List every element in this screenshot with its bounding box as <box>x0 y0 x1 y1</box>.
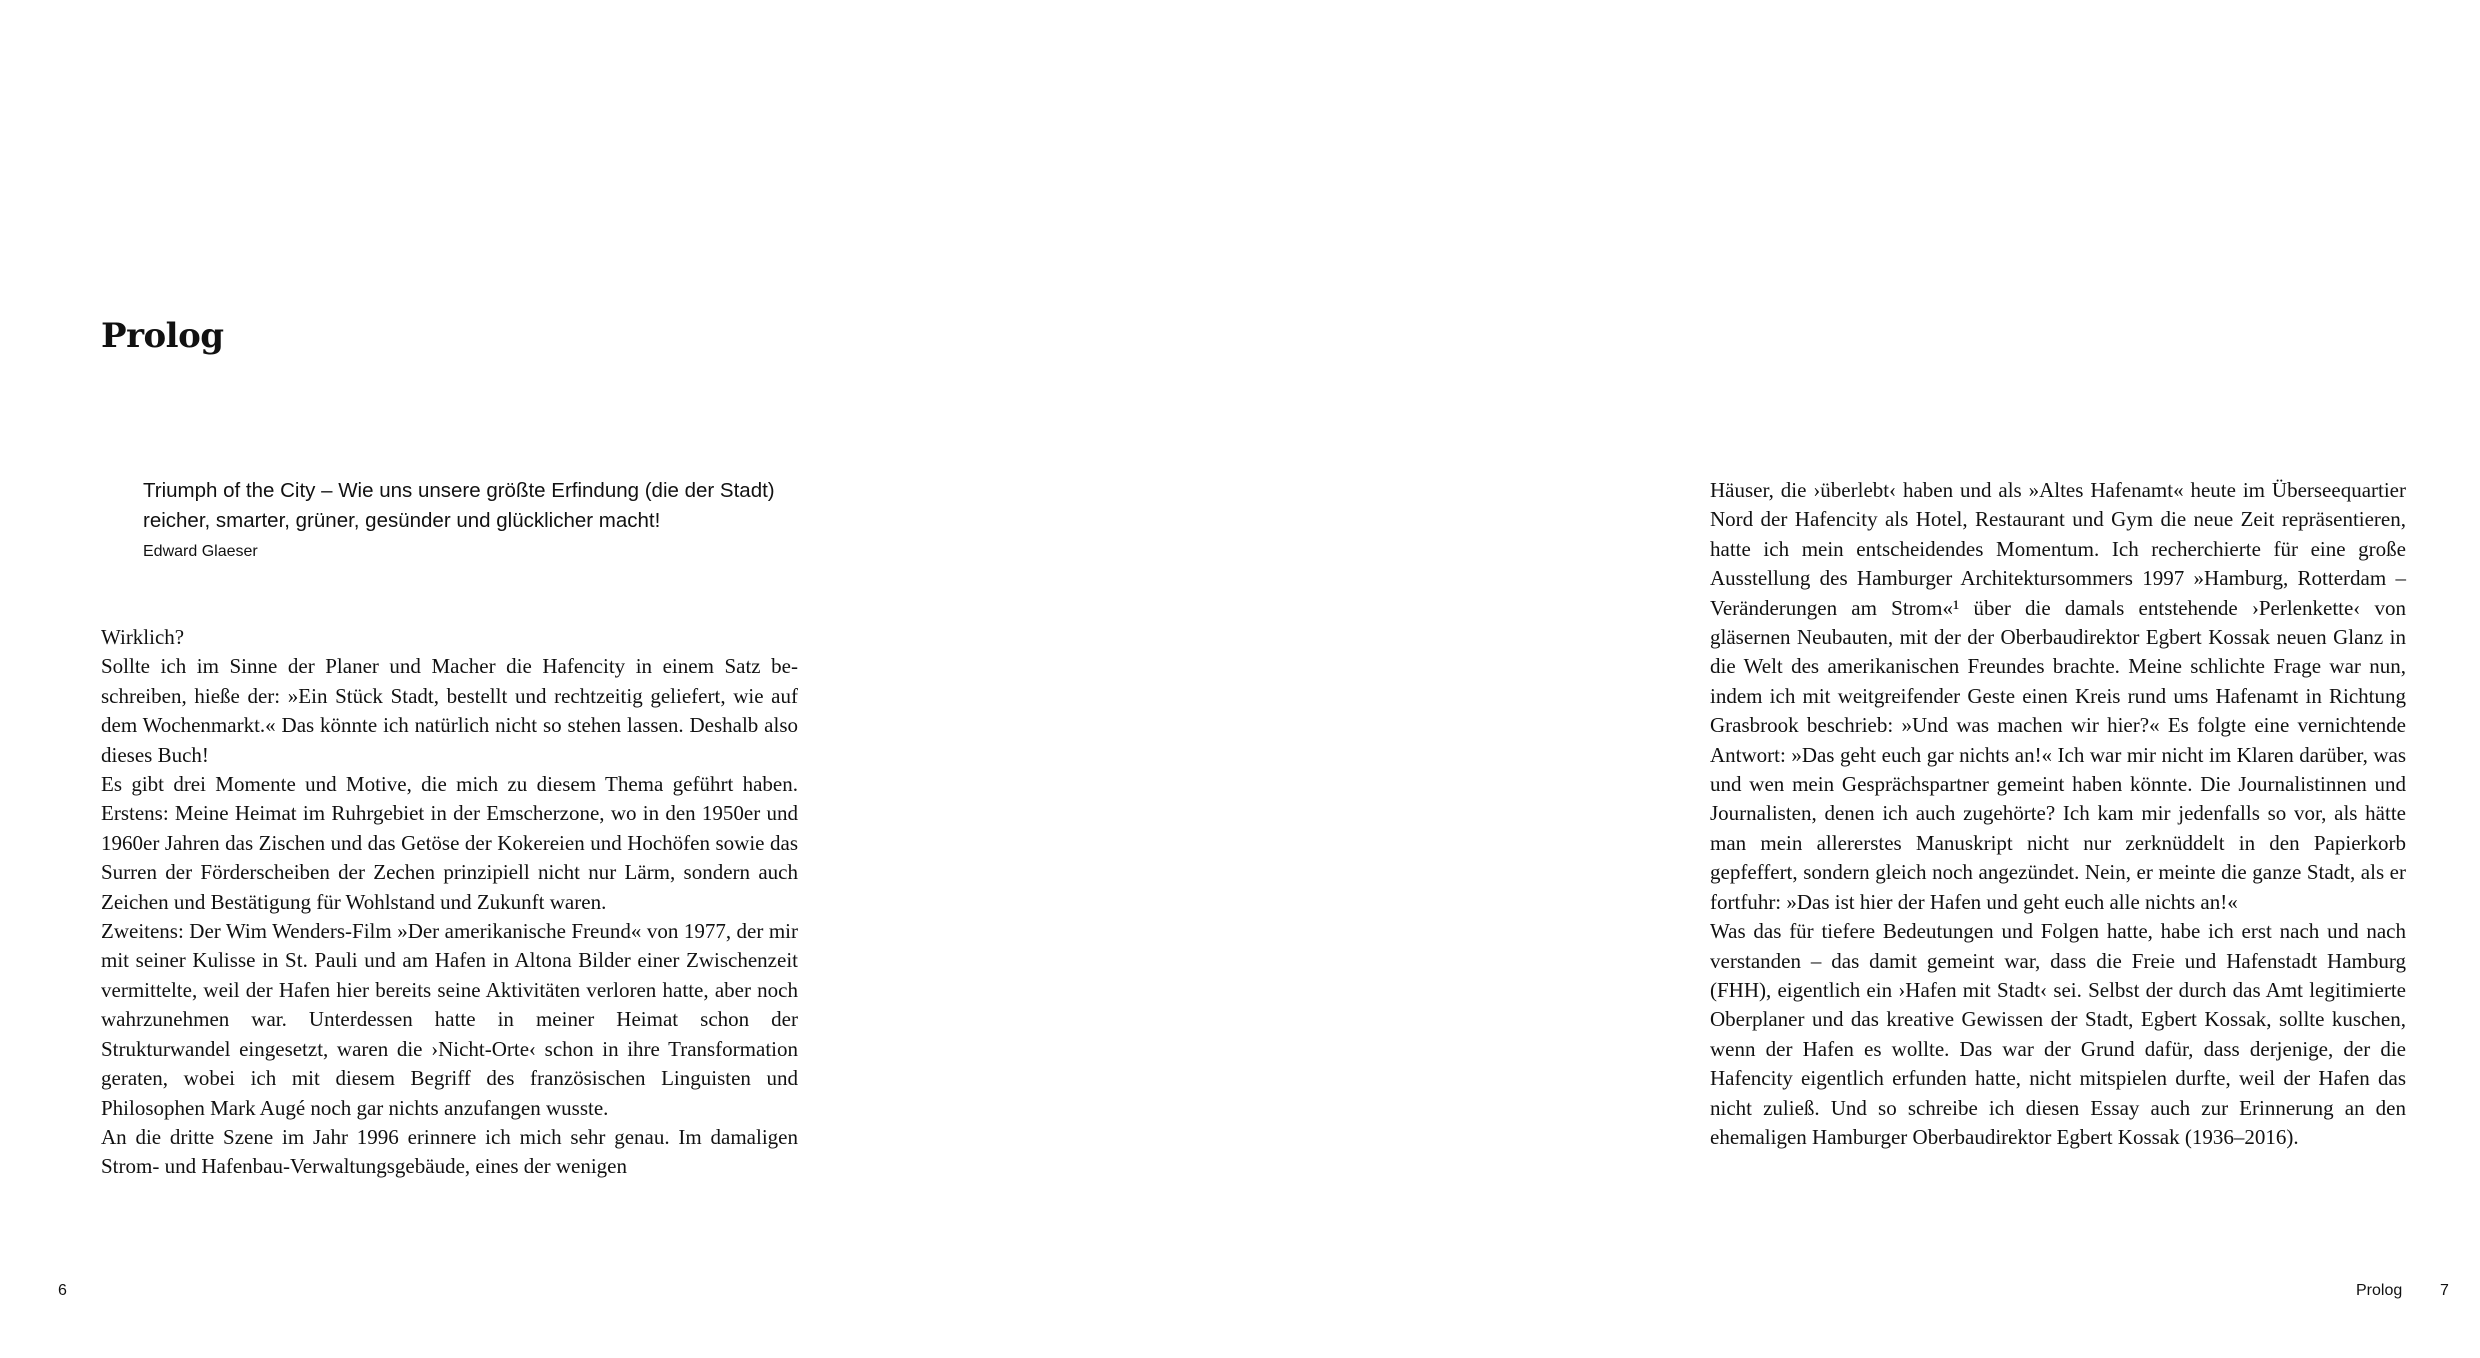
paragraph: Häuser, die ›überlebt‹ haben und als »Altes Hafenamt« heute im Überseequartier Nord der Hafencity als Hotel, Restaurant und Gym die neue Zeit repräsentieren, hatte ich mein entscheidendes Momentum. Ich recherchierte für eine große Ausstellung des Hamburger Architektursommers 1997 »Hamburg, Rotterdam – Veränderungen am Strom«¹ über die damals entstehende ›Perlenkette‹ von gläsernen Neubauten, mit der der Oberbaudirektor Egbert Kossak neuen Glanz in die Welt des amerikanischen Freundes brachte. Meine schlichte Frage war nun, indem ich mit weitgreifender Geste einen Kreis rund ums Hafenamt in Richtung Grasbrook beschrieb: »Und was machen wir hier?« Es folgte eine vernichtende Antwort: »Das geht euch gar nichts an!« Ich war mir nicht im Klaren darüber, was und wen mein Gesprächspartner gemeint haben könnte. Die Journalistinnen und Journalisten, denen ich auch zugehörte? Ich kam mir jedenfalls so vor, als hätte man mein allererstes Manuskript nicht nur zerknüddelt in den Papierkorb gepfeffert, sondern gleich noch angezündet. Nein, er meinte die ganze Stadt, als er fortfuhr: »Das ist hier der Hafen und geht euch alle nichts an!« <box>1710 478 2406 914</box>
epigraph-author: Edward Glaeser <box>143 543 258 560</box>
paragraph: Wirklich? <box>101 625 185 649</box>
epigraph <box>143 476 823 564</box>
right-page <box>1240 0 2480 1358</box>
running-head: Prolog <box>2356 1282 2403 1299</box>
left-body-text <box>101 623 798 1182</box>
chapter-title: Prolog <box>101 316 224 356</box>
paragraph: Zweitens: Der Wim Wenders-Film »Der amerikanische Freund« von 1977, der mir mit seiner Kulisse in St. Pauli und am Hafen in Altona Bilder einer Zwischenzeit vermittelte, weil der Hafen hier bereits seine Aktivitäten verloren hatte, aber noch wahrzunehmen war. Unterdessen hatte in meiner Heimat schon der Strukturwandel eingesetzt, waren die ›Nicht-Orte‹ schon in ihre Transformation geraten, wobei ich mit diesem Begriff des französischen Linguisten und Philosophen Mark Augé noch gar nichts anzufangen wusste. <box>101 919 798 1120</box>
paragraph: Sollte ich im Sinne der Planer und Macher die Hafencity in einem Satz beschreiben, hieße der: »Ein Stück Stadt, bestellt und rechtzeitig geliefert, wie auf dem Wochenmarkt.« Das könnte ich natürlich nicht so stehen lassen. Deshalb also dieses Buch! <box>101 654 798 767</box>
paragraph: Was das für tiefere Bedeutungen und Folgen hatte, habe ich erst nach und nach verstanden – das damit gemeint war, dass die Freie und Hafenstadt Hamburg (FHH), eigentlich ein ›Hafen mit Stadt‹ sei. Selbst der durch das Amt legitimierte Oberplaner und das kreative Gewissen der Stadt, Egbert Kossak, sollte kuschen, wenn der Hafen es wollte. Das war der Grund dafür, dass derjenige, der die Hafencity eigentlich erfunden hatte, nicht mitspielen durfte, weil der Hafen das nicht zuließ. Und so schreibe ich diesen Essay auch zur Erinnerung an den ehemaligen Hamburger Oberbaudirektor Egbert Kossak (1936–2016). <box>1710 919 2406 1149</box>
page-number-left: 6 <box>58 1282 67 1299</box>
paragraph: An die dritte Szene im Jahr 1996 erinnere ich mich sehr genau. Im damaligen Strom- und Hafenbau-Verwaltungsgebäude, eines der wenigen <box>101 1124 798 1179</box>
right-body-text <box>1710 476 2406 1152</box>
epigraph-quote: Triumph of the City – Wie uns unsere größte Erfindung (die der Stadt) reicher, smarter, grüner, gesünder und glücklicher macht! <box>143 479 775 532</box>
page-number-right: 7 <box>2440 1282 2449 1299</box>
paragraph: Es gibt drei Momente und Motive, die mich zu diesem Thema geführt haben. Erstens: Meine Heimat im Ruhrgebiet in der Emscherzone, wo in den 1950er und 1960er Jahren das Zischen und das Getöse der Kokereien und Hochöfen sowie das Surren der Förderscheiben der Zechen prinzipiell nicht nur Lärm, sondern auch Zeichen und Bestätigung für Wohlstand und Zukunft waren. <box>101 772 798 914</box>
